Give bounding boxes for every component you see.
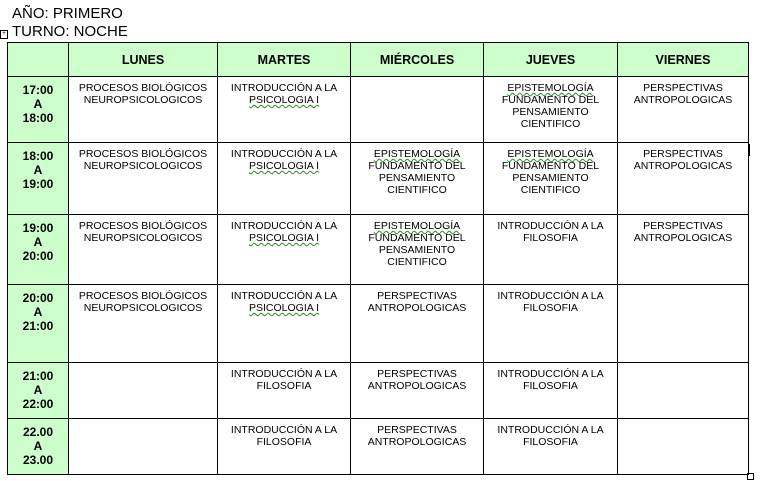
time-slot-text: 19:00	[22, 221, 54, 235]
time-slot-text: 20:00	[22, 291, 54, 305]
time-slot-text: 22.00	[22, 425, 54, 439]
class-name-line: PSICOLOGIA I	[248, 232, 320, 244]
day-header-miercoles: MIÉRCOLES	[351, 43, 484, 77]
class-cell-martes[interactable]	[218, 77, 351, 143]
day-header-lunes: LUNES	[69, 43, 218, 77]
class-name-line: INTRODUCCIÓN A LA	[230, 424, 338, 436]
class-cell-miercoles[interactable]	[351, 419, 484, 475]
class-cell-viernes[interactable]	[618, 143, 749, 215]
table-row	[8, 285, 749, 363]
class-name-line: EPISTEMOLOGÍA	[507, 148, 594, 160]
class-cell-lunes[interactable]	[69, 215, 218, 285]
class-name-line: CIENTIFICO	[387, 256, 447, 268]
class-cell-jueves[interactable]	[484, 419, 618, 475]
class-name-line: FUNDAMENTO DEL	[501, 160, 600, 172]
table-row	[8, 363, 749, 419]
class-name-line: INTRODUCCIÓN A LA	[230, 82, 338, 94]
class-name-line: ANTROPOLOGICAS	[367, 380, 467, 392]
class-name-line: PERSPECTIVAS	[377, 290, 457, 302]
class-cell-lunes[interactable]	[69, 285, 218, 363]
table-move-handle-icon[interactable]: +	[0, 30, 8, 39]
class-name-line: FILOSOFIA	[523, 380, 578, 392]
class-name-line: ANTROPOLOGICAS	[633, 232, 733, 244]
year-label: AÑO: PRIMERO	[12, 5, 123, 22]
class-name-line: INTRODUCCIÓN A LA	[497, 424, 604, 436]
class-cell-lunes[interactable]	[69, 419, 218, 475]
class-name-line: FILOSOFIA	[523, 232, 578, 244]
time-slot-text: 23.00	[22, 453, 54, 467]
class-cell-martes[interactable]	[218, 215, 351, 285]
class-name-line: NEUROPSICOLOGICOS	[83, 302, 203, 314]
corner-cell	[8, 43, 69, 77]
time-slot-text: A	[33, 97, 43, 111]
class-name-line: CIENTIFICO	[387, 184, 447, 196]
time-slot-text: 21:00	[22, 319, 54, 333]
class-cell-martes[interactable]	[218, 419, 351, 475]
time-slot-cell	[8, 143, 69, 215]
class-name-line: PSICOLOGIA I	[248, 302, 320, 314]
class-cell-miercoles[interactable]	[351, 363, 484, 419]
class-cell-miercoles[interactable]	[351, 285, 484, 363]
class-cell-martes[interactable]	[218, 363, 351, 419]
class-name-line: ANTROPOLOGICAS	[367, 302, 467, 314]
class-cell-lunes[interactable]	[69, 77, 218, 143]
class-name-line: INTRODUCCIÓN A LA	[230, 220, 338, 232]
day-header-jueves: JUEVES	[484, 43, 618, 77]
time-slot-cell	[8, 363, 69, 419]
class-name-line: PERSPECTIVAS	[643, 148, 723, 160]
class-cell-viernes[interactable]	[618, 419, 749, 475]
class-name-line: PENSAMIENTO	[512, 172, 589, 184]
class-name-line: INTRODUCCIÓN A LA	[230, 148, 338, 160]
class-name-line: FILOSOFIA	[256, 436, 312, 448]
class-cell-jueves[interactable]	[484, 363, 618, 419]
class-name-line: PENSAMIENTO	[378, 172, 456, 184]
time-slot-cell	[8, 77, 69, 143]
time-slot-text: 18:00	[22, 111, 54, 125]
class-name-line: FUNDAMENTO DEL	[501, 94, 600, 106]
class-name-line: PSICOLOGIA I	[248, 94, 320, 106]
class-name-line: NEUROPSICOLOGICOS	[83, 232, 203, 244]
class-cell-lunes[interactable]	[69, 363, 218, 419]
class-name-line: FILOSOFIA	[523, 436, 578, 448]
class-name-line: ANTROPOLOGICAS	[367, 436, 467, 448]
class-name-line: PROCESOS BIOLÓGICOS	[78, 290, 208, 302]
time-slot-text: 20:00	[22, 249, 54, 263]
class-name-line: PROCESOS BIOLÓGICOS	[78, 148, 208, 160]
class-cell-viernes[interactable]	[618, 77, 749, 143]
class-name-line: NEUROPSICOLOGICOS	[83, 160, 203, 172]
class-name-line: PENSAMIENTO	[378, 244, 456, 256]
time-slot-text: A	[33, 383, 43, 397]
class-cell-miercoles[interactable]	[351, 77, 484, 143]
class-name-line: INTRODUCCIÓN A LA	[497, 290, 604, 302]
class-name-line: PSICOLOGIA I	[248, 160, 320, 172]
class-cell-martes[interactable]	[218, 143, 351, 215]
time-slot-text: 21:00	[22, 369, 54, 383]
time-slot-text: A	[33, 305, 43, 319]
class-name-line: PROCESOS BIOLÓGICOS	[78, 82, 208, 94]
time-slot-cell	[8, 419, 69, 475]
class-name-line: INTRODUCCIÓN A LA	[230, 290, 338, 302]
time-slot-text: A	[33, 163, 43, 177]
class-cell-lunes[interactable]	[69, 143, 218, 215]
class-name-line: ANTROPOLOGICAS	[633, 94, 733, 106]
class-cell-viernes[interactable]	[618, 363, 749, 419]
class-name-line: EPISTEMOLOGÍA	[507, 82, 594, 94]
class-name-line: FILOSOFIA	[523, 302, 578, 314]
time-slot-text: 18:00	[22, 149, 54, 163]
class-name-line: NEUROPSICOLOGICOS	[83, 94, 203, 106]
table-row	[8, 215, 749, 285]
schedule-table	[7, 42, 749, 475]
time-slot-text: A	[33, 439, 43, 453]
class-name-line: FUNDAMENTO DEL	[368, 160, 466, 172]
table-row	[8, 77, 749, 143]
class-name-line: INTRODUCCIÓN A LA	[497, 220, 604, 232]
time-slot-text: 17:00	[22, 83, 54, 97]
class-cell-miercoles[interactable]	[351, 215, 484, 285]
day-header-martes: MARTES	[218, 43, 351, 77]
table-row	[8, 419, 749, 475]
shift-label: TURNO: NOCHE	[12, 23, 128, 40]
class-name-line: INTRODUCCIÓN A LA	[230, 368, 338, 380]
class-cell-jueves[interactable]	[484, 143, 618, 215]
class-name-line: INTRODUCCIÓN A LA	[497, 368, 604, 380]
class-name-line: FILOSOFIA	[256, 380, 312, 392]
header-row	[8, 43, 749, 77]
time-slot-text: A	[33, 235, 43, 249]
class-cell-jueves[interactable]	[484, 77, 618, 143]
class-name-line: CIENTIFICO	[520, 184, 581, 196]
class-name-line: PROCESOS BIOLÓGICOS	[78, 220, 208, 232]
class-name-line: PERSPECTIVAS	[377, 368, 457, 380]
class-name-line: EPISTEMOLOGÍA	[373, 148, 461, 160]
class-name-line: CIENTIFICO	[520, 118, 581, 130]
class-name-line: PERSPECTIVAS	[643, 220, 723, 232]
class-name-line: EPISTEMOLOGÍA	[373, 220, 461, 232]
time-slot-text: 22:00	[22, 397, 54, 411]
class-name-line: PENSAMIENTO	[512, 106, 589, 118]
class-name-line: PERSPECTIVAS	[643, 82, 723, 94]
class-name-line: FUNDAMENTO DEL	[368, 232, 466, 244]
class-name-line: ANTROPOLOGICAS	[633, 160, 733, 172]
class-name-line: PERSPECTIVAS	[377, 424, 457, 436]
class-cell-jueves[interactable]	[484, 285, 618, 363]
class-cell-martes[interactable]	[218, 285, 351, 363]
class-cell-viernes[interactable]	[618, 285, 749, 363]
class-cell-miercoles[interactable]	[351, 143, 484, 215]
time-slot-text: 19:00	[22, 177, 54, 191]
time-slot-cell	[8, 215, 69, 285]
class-cell-jueves[interactable]	[484, 215, 618, 285]
table-row	[8, 143, 749, 215]
class-cell-viernes[interactable]	[618, 215, 749, 285]
time-slot-cell	[8, 285, 69, 363]
day-header-viernes: VIERNES	[618, 43, 749, 77]
